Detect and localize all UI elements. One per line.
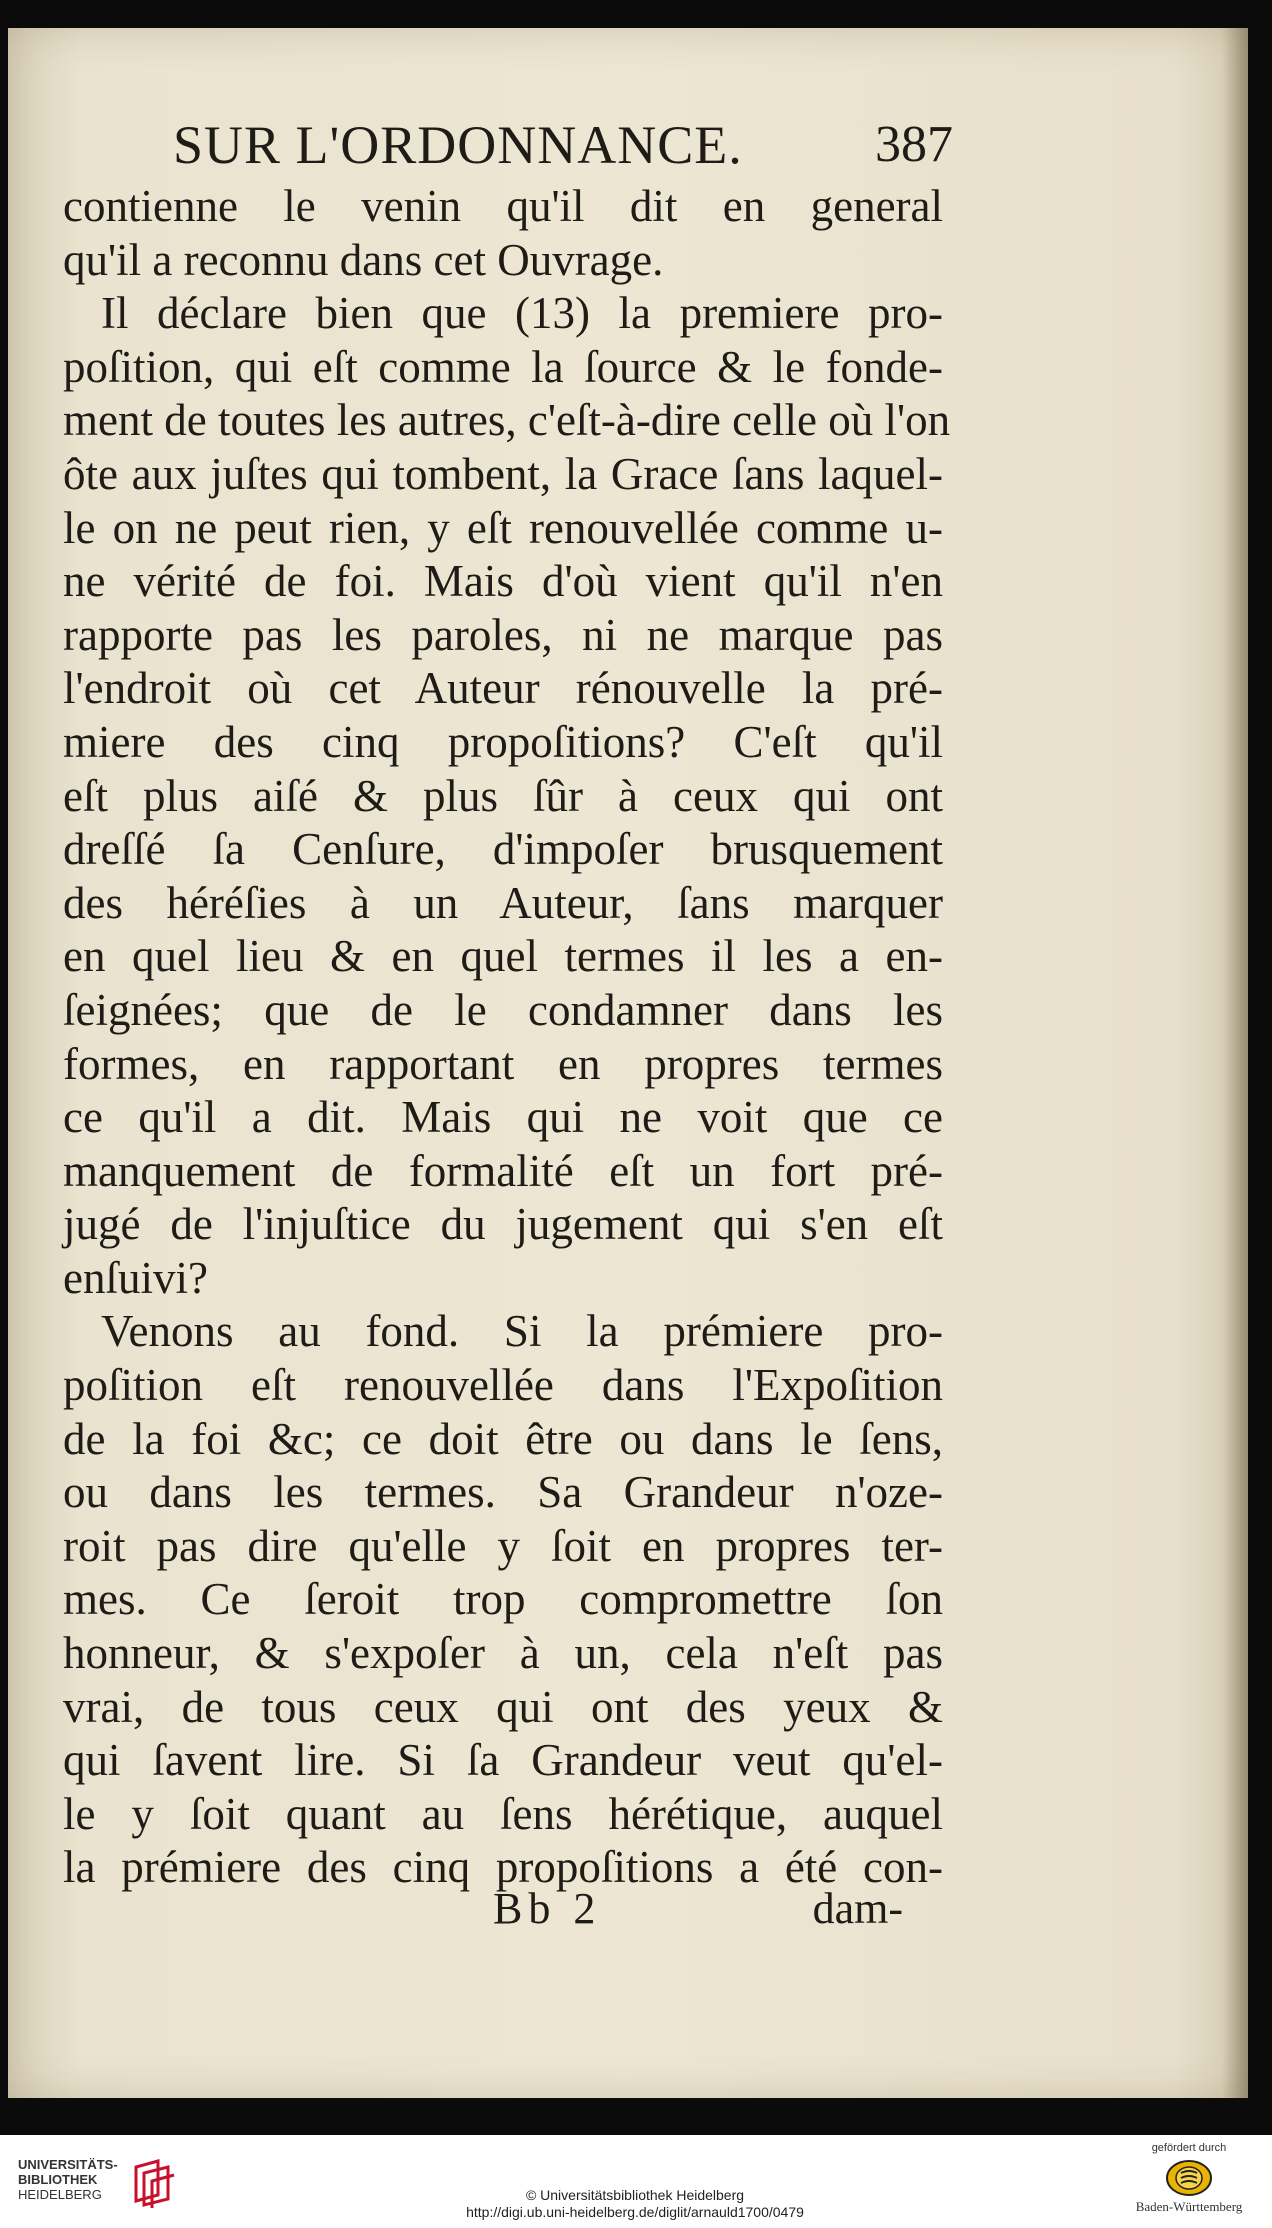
text-line: poſition eſt renouvellée dans l'Expoſition [63,1360,943,1411]
text-line: poſition, qui eſt comme la ſource & le fonde- [63,341,943,392]
sponsor-label: gefördert durch [1151,2142,1227,2154]
baden-wuerttemberg-emblem-icon [1165,2159,1213,2197]
text-line: vrai, de tous ceux qui ont des yeux & [63,1681,943,1732]
book-page [8,28,1248,2098]
text-line: de la foi &c; ce doit être ou dans le ſens, [63,1413,943,1464]
library-name-line3: HEIDELBERG [18,2187,102,2202]
text-line: dreſſé ſa Cenſure, d'impoſer brusquement [63,824,943,875]
library-logo[interactable] [18,2157,178,2217]
page-header [173,110,953,180]
text-line: ment de toutes les autres, c'eſt-à-dire celle où l'on [63,395,951,446]
body-text [63,180,951,1895]
viewer-footer [0,2135,1272,2228]
signature-mark: Bb 2 [493,1884,602,1933]
library-name-line2: BIBLIOTHEK [18,2172,98,2187]
text-line: des héréſies à un Auteur, ſans marquer [63,877,943,928]
text-line: ou dans les termes. Sa Grandeur n'oze- [63,1467,943,1518]
text-line: roit pas dire qu'elle y ſoit en propres ter- [63,1520,943,1571]
text-line: formes, en rapportant en propres termes [63,1038,943,1089]
text-line: ôte aux juſtes qui tombent, la Grace ſans laquel- [63,448,943,499]
text-line: qu'il a reconnu dans cet Ouvrage. [63,234,664,285]
copyright-text: © Universitätsbibliothek Heidelberg [525,2187,745,2203]
library-mark-icon [130,2157,178,2209]
text-line: Il déclare bien que (13) la premiere pro- [101,288,943,339]
page-number: 387 [875,116,953,173]
text-line: en quel lieu & en quel termes il les a en- [63,931,943,982]
text-line: contienne le venin qu'il dit en general [63,181,943,231]
text-line: miere des cinq propoſitions? C'eſt qu'il [63,716,943,767]
sponsor-block[interactable] [1124,2141,1254,2215]
text-line: l'endroit où cet Auteur rénouvelle la pré- [63,663,943,714]
text-line: qui ſavent lire. Si ſa Grandeur veut qu'el- [63,1735,943,1786]
text-line: la prémiere des cinq propoſitions a été con- [63,1842,943,1893]
text-line: rapporte pas les paroles, ni ne marque pas [63,609,943,660]
library-name-line1: UNIVERSITÄTS- [18,2157,118,2172]
text-line: ſeignées; que de le condamner dans les [63,984,943,1035]
permalink-url[interactable]: http://digi.ub.uni-heidelberg.de/diglit/arnauld1700/0479 [466,2204,804,2220]
text-line: le y ſoit quant au ſens hérétique, auquel [63,1788,943,1839]
text-line: manquement de formalité eſt un fort pré- [63,1145,943,1196]
text-line: honneur, & s'expoſer à un, cela n'eſt pas [63,1628,943,1679]
page-catchline [493,1883,903,1939]
running-head: SUR L'ORDONNANCE. [173,115,743,175]
text-line: le on ne peut rien, y eſt renouvellée comme u- [63,502,943,553]
library-name [18,2157,118,2202]
footer-credits [360,2187,910,2221]
text-line: jugé de l'injuſtice du jugement qui s'en eſt [63,1199,943,1250]
text-line: mes. Ce ſeroit trop compromettre ſon [63,1574,943,1625]
page-gutter-shadow [1222,28,1248,2098]
text-line: Venons au fond. Si la prémiere pro- [101,1306,943,1357]
sponsor-name: Baden-Württemberg [1135,2199,1243,2214]
text-line: eſt plus aiſé & plus ſûr à ceux qui ont [63,770,943,821]
text-line: ce qu'il a dit. Mais qui ne voit que ce [63,1092,943,1143]
catchword: dam- [812,1884,903,1933]
text-line: ne vérité de foi. Mais d'où vient qu'il n'en [63,556,943,607]
text-line: enſuivi? [63,1252,208,1303]
